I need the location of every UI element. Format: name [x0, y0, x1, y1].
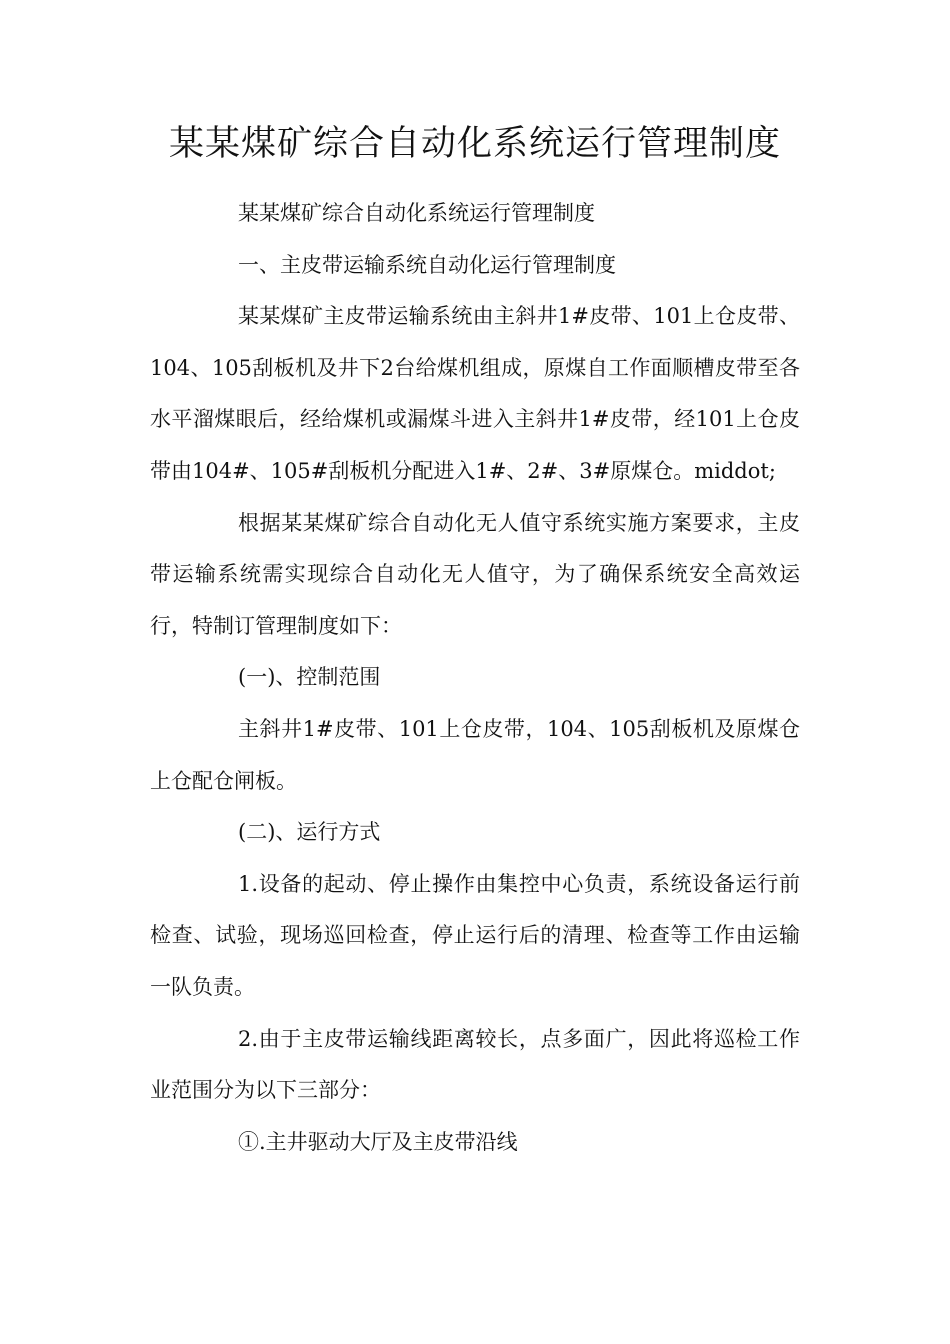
- operation-item-1: 1.设备的起动、停止操作由集控中心负责，系统设备运行前检查、试验，现场巡回检查，停止运行后的清理、检查等工作由运输一队负责。: [150, 871, 800, 999]
- subsection-heading-operation-mode: (二)、运行方式: [238, 820, 381, 845]
- subsection-heading-control-scope: (一)、控制范围: [238, 665, 381, 690]
- inspection-area-1: ①.主井驱动大厅及主皮带沿线: [238, 1129, 518, 1154]
- system-description-paragraph: 某某煤矿主皮带运输系统由主斜井1#皮带、101上仓皮带、104、105刮板机及井下2台给煤机组成，原煤自工作面顺槽皮带至各水平溜煤眼后，经给煤机或漏煤斗进入主斜井1#皮带，经101上仓皮带由104#、105#刮板机分配进入1#、2#、3#原煤仓。middot;: [150, 304, 800, 483]
- document-body: [150, 188, 800, 1168]
- operation-item-2: 2.由于主皮带运输线距离较长，点多面广，因此将巡检工作业范围分为以下三部分：: [150, 1026, 800, 1103]
- section-heading-1: 一、主皮带运输系统自动化运行管理制度: [238, 252, 616, 277]
- requirement-paragraph: 根据某某煤矿综合自动化无人值守系统实施方案要求，主皮带运输系统需实现综合自动化无人值守，为了确保系统安全高效运行，特制订管理制度如下：: [150, 510, 800, 638]
- document-title: 某某煤矿综合自动化系统运行管理制度: [168, 124, 781, 164]
- subtitle-paragraph: 某某煤矿综合自动化系统运行管理制度: [238, 201, 595, 225]
- control-scope-paragraph: 主斜井1#皮带、101上仓皮带，104、105刮板机及原煤仓上仓配仓闸板。: [150, 716, 800, 793]
